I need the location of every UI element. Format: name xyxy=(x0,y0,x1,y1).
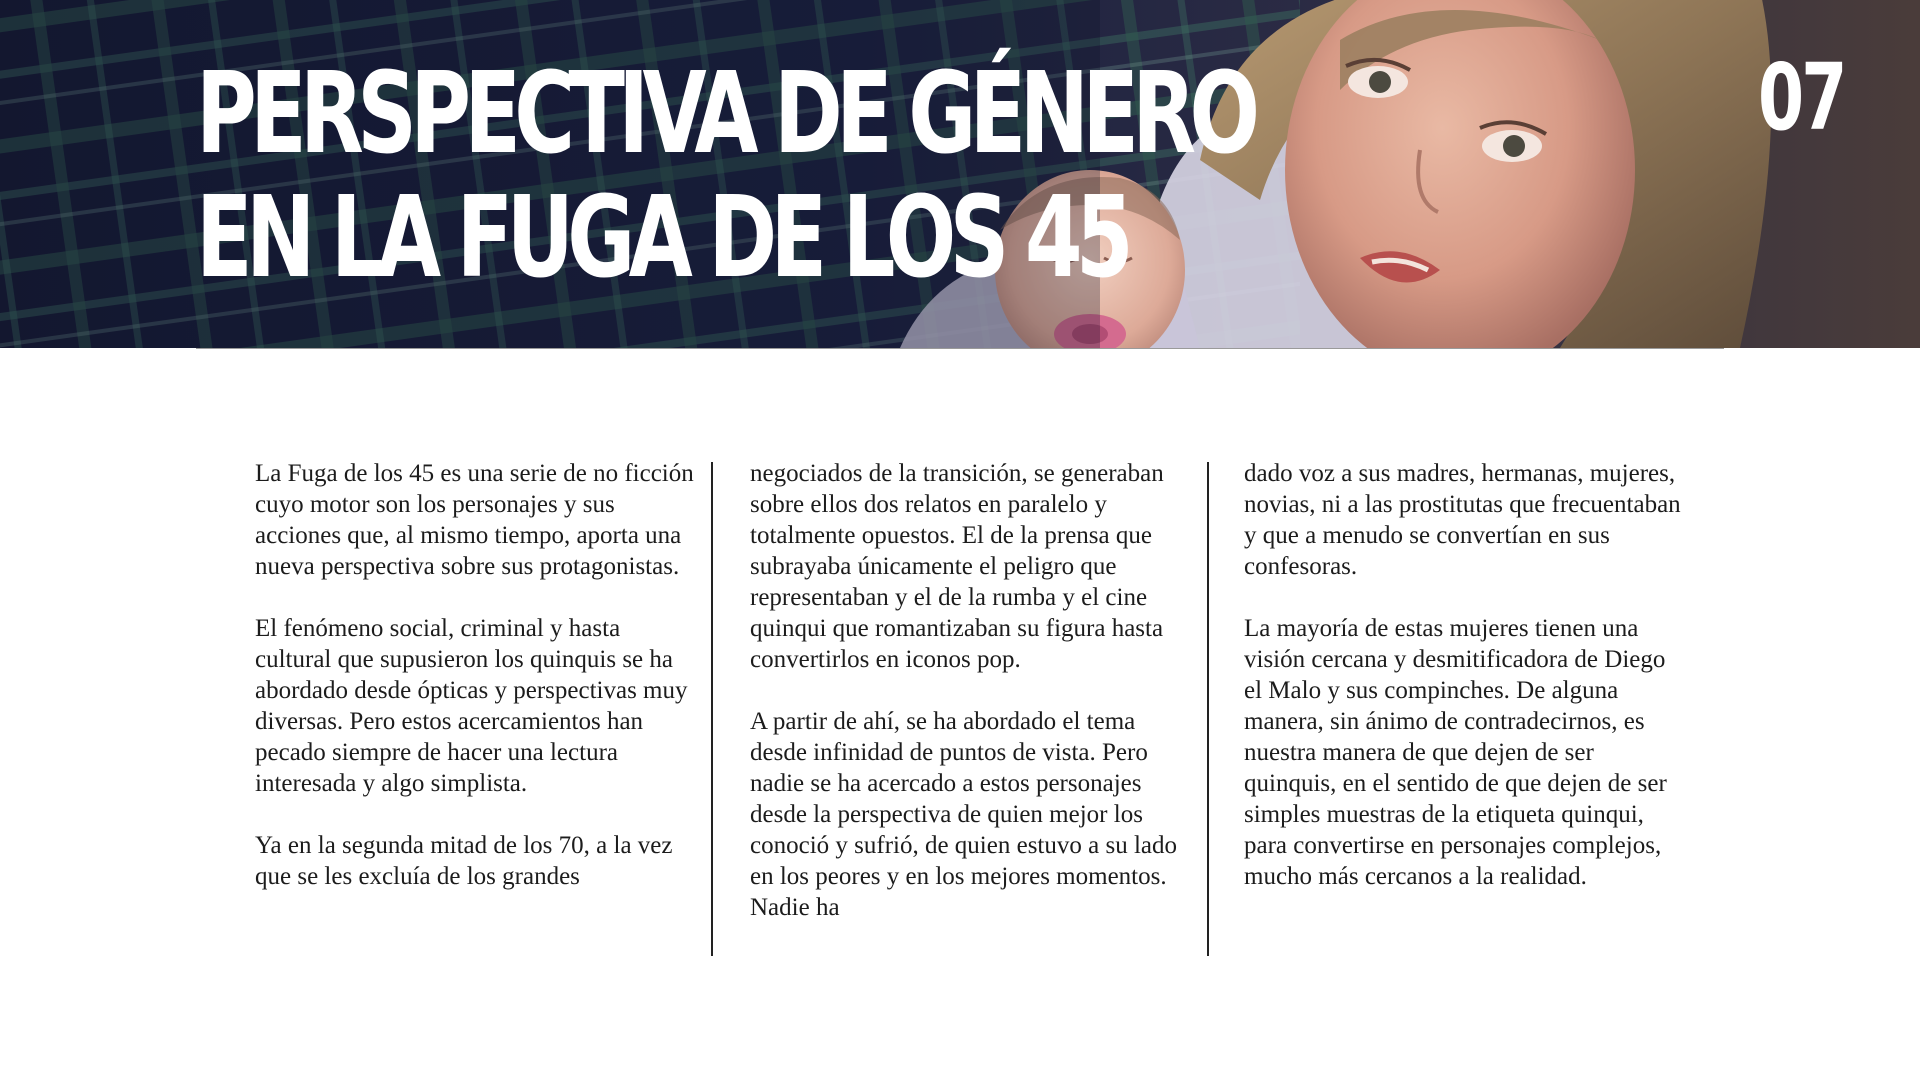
paragraph: dado voz a sus madres, hermanas, mujeres, novias, ni a las prostitutas que frecuentaban y que a menudo se convertían en sus confesoras. xyxy=(1244,460,1681,580)
paragraph: La mayoría de estas mujeres tienen una visión cercana y desmitificadora de Diego el Malo y sus compinches. De alguna manera, sin ánimo de contradecirnos, es nuestra manera de que dejen de ser quinquis, en el sentido de que dejen de ser simples muestras de la etiqueta quinqui, para convertirse en personajes complejos, mucho más cercanos a la realidad. xyxy=(1244,615,1667,890)
paragraph: A partir de ahí, se ha abordado el tema desde infinidad de puntos de vista. Pero nadie se ha acercado a estos personajes desde la perspectiva de quien mejor los conoció y sufrió, de quien estuvo a su lado en los peores y en los mejores momentos. Nadie ha xyxy=(750,708,1177,921)
paragraph: negociados de la transición, se generaban sobre ellos dos relatos en paralelo y totalmente opuestos. El de la prensa que subrayaba únicamente el peligro que representaban y el de la rumba y el cine quinqui que romantizaban su figura hasta convertirlos en iconos pop. xyxy=(750,460,1164,673)
page-title xyxy=(196,49,1254,303)
title-line-2: EN LA FUGA DE LOS 45 xyxy=(196,173,1127,303)
paragraph: El fenómeno social, criminal y hasta cultural que supusieron los quinquis se ha abordado desde ópticas y perspectivas muy diversas. Pero estos acercamientos han pecado siempre de hacer una lectura interesada y algo simplista. xyxy=(255,615,688,797)
text-column-2 xyxy=(750,458,1190,954)
paragraph: Ya en la segunda mitad de los 70, a la vez que se les excluía de los grandes xyxy=(255,832,673,890)
text-column-1 xyxy=(255,458,695,923)
paragraph: La Fuga de los 45 es una serie de no ficción cuyo motor son los personajes y sus acciones que, al mismo tiempo, aporta una nueva perspectiva sobre sus protagonistas. xyxy=(255,460,694,580)
header-banner xyxy=(0,0,1920,348)
page-number: 07 xyxy=(1758,44,1845,151)
column-divider xyxy=(1207,462,1209,956)
title-line-1: PERSPECTIVA DE GÉNERO xyxy=(196,49,1254,179)
text-column-3 xyxy=(1244,458,1684,923)
column-divider xyxy=(711,462,713,956)
banner-rule xyxy=(196,348,1724,349)
